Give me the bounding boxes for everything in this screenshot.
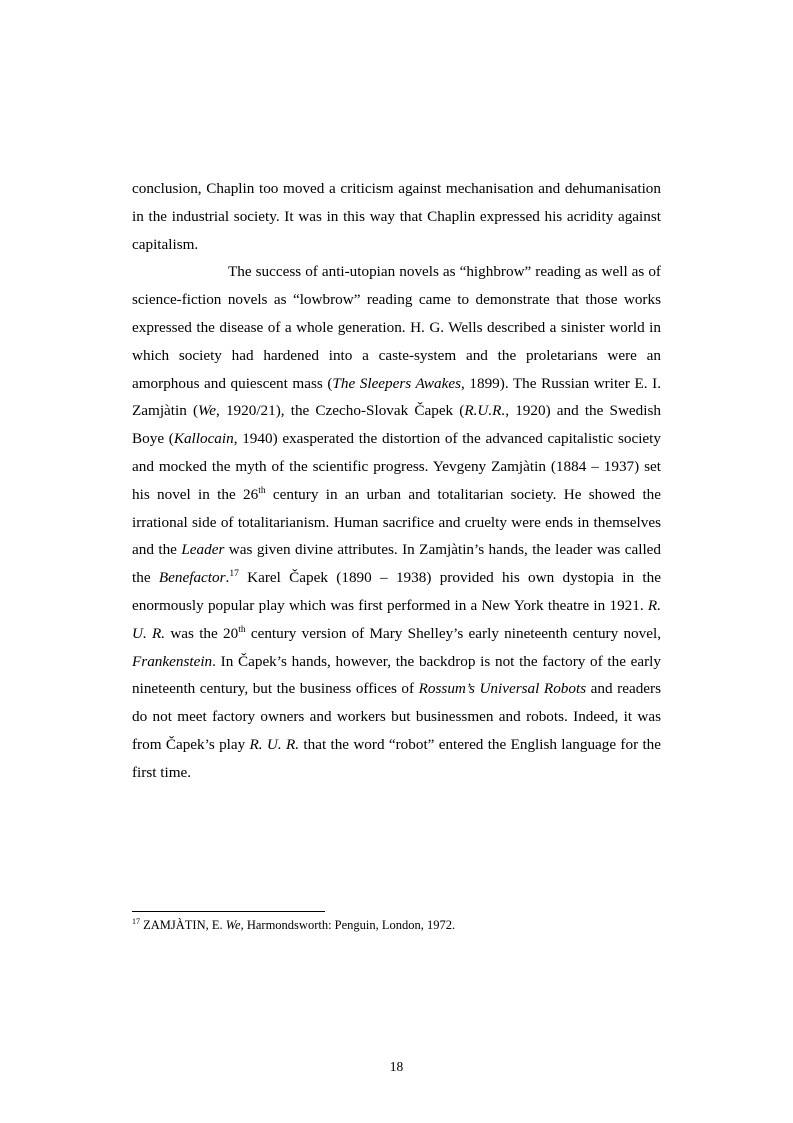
text-run: century in an urban and totalitarian society. He showed the irrational side of totalitarianism. Human sacrifice and cruelty were ends in themselves and the bbox=[132, 485, 661, 559]
text-run: , 1920/21), the Czecho-Slovak Čapek ( bbox=[216, 402, 465, 420]
text-run: conclusion, Chaplin too moved a criticism against mechanisation and dehumanisation in the industrial society. It was in this way that Chaplin expressed his acridity against capitalism. bbox=[132, 180, 661, 253]
footnote-separator bbox=[132, 911, 325, 912]
superscript: th bbox=[238, 624, 246, 635]
italic-title: Kallocain bbox=[173, 430, 234, 448]
text-run: , 1920) and the Swedish Boye ( bbox=[132, 402, 661, 448]
italic-title: We bbox=[198, 402, 217, 420]
text-run: was the 20 bbox=[165, 624, 239, 642]
body-text bbox=[132, 175, 661, 787]
italic-title: The Sleepers Awakes bbox=[332, 374, 462, 392]
paragraph-1 bbox=[132, 175, 661, 258]
text-run: . In Čapek’s hands, however, the backdrop is not the factory of the early nineteenth century, but the business offices of bbox=[132, 652, 661, 698]
italic-title: Rossum’s Universal Robots bbox=[418, 680, 587, 698]
text-run: , Harmondsworth: Penguin, London, 1972. bbox=[240, 918, 456, 932]
footnote-17 bbox=[132, 917, 661, 933]
italic-title: Frankenstein bbox=[132, 652, 213, 670]
text-run: and readers do not meet factory owners and workers but businessmen and robots. Indeed, it was from Čapek’s play bbox=[132, 680, 661, 753]
page-number: 18 bbox=[389, 1059, 404, 1074]
italic-title: Benefactor bbox=[158, 569, 226, 587]
text-run: The success of anti-utopian novels as “highbrow” reading as well as of science-fiction novels as “lowbrow” reading came to demonstrate that those works expressed the disease of a whole generation. H. G. Wells described a sinister world in which society had hardened into a caste-system and the proletarians were an amorphous and quiescent mass ( bbox=[132, 263, 661, 392]
text-run: . bbox=[225, 569, 230, 587]
paragraph-2 bbox=[132, 258, 661, 786]
text-run: ZAMJÀTIN, E. bbox=[140, 918, 226, 932]
text-run: Karel Čapek (1890 – 1938) provided his own dystopia in the enormously popular play which was first performed in a New York theatre in 1921. bbox=[132, 569, 661, 614]
text-run: , 1899). The Russian writer E. I. Zamjàtin ( bbox=[132, 374, 662, 420]
text-run: was given divine attributes. In Zamjàtin’s hands, the leader was called the bbox=[132, 541, 661, 587]
italic-title: R. U. R. bbox=[249, 735, 300, 753]
text-run: , 1940) exasperated the distortion of the advanced capitalistic society and mocked the myth of the scientific progress. Yevgeny Zamjàtin (1884 – 1937) set his novel in the 26 bbox=[132, 430, 661, 503]
italic-title: R.U.R. bbox=[464, 402, 506, 420]
text-run: century version of Mary Shelley’s early nineteenth century novel, bbox=[245, 624, 661, 642]
superscript: 17 bbox=[132, 917, 140, 926]
superscript: th bbox=[258, 485, 266, 496]
text-run: that the word “robot” entered the English language for the first time. bbox=[132, 735, 661, 781]
italic-title: R. U. R. bbox=[132, 596, 661, 642]
italic-title: We bbox=[225, 918, 241, 932]
superscript: 17 bbox=[229, 569, 239, 580]
italic-title: Leader bbox=[181, 541, 225, 559]
